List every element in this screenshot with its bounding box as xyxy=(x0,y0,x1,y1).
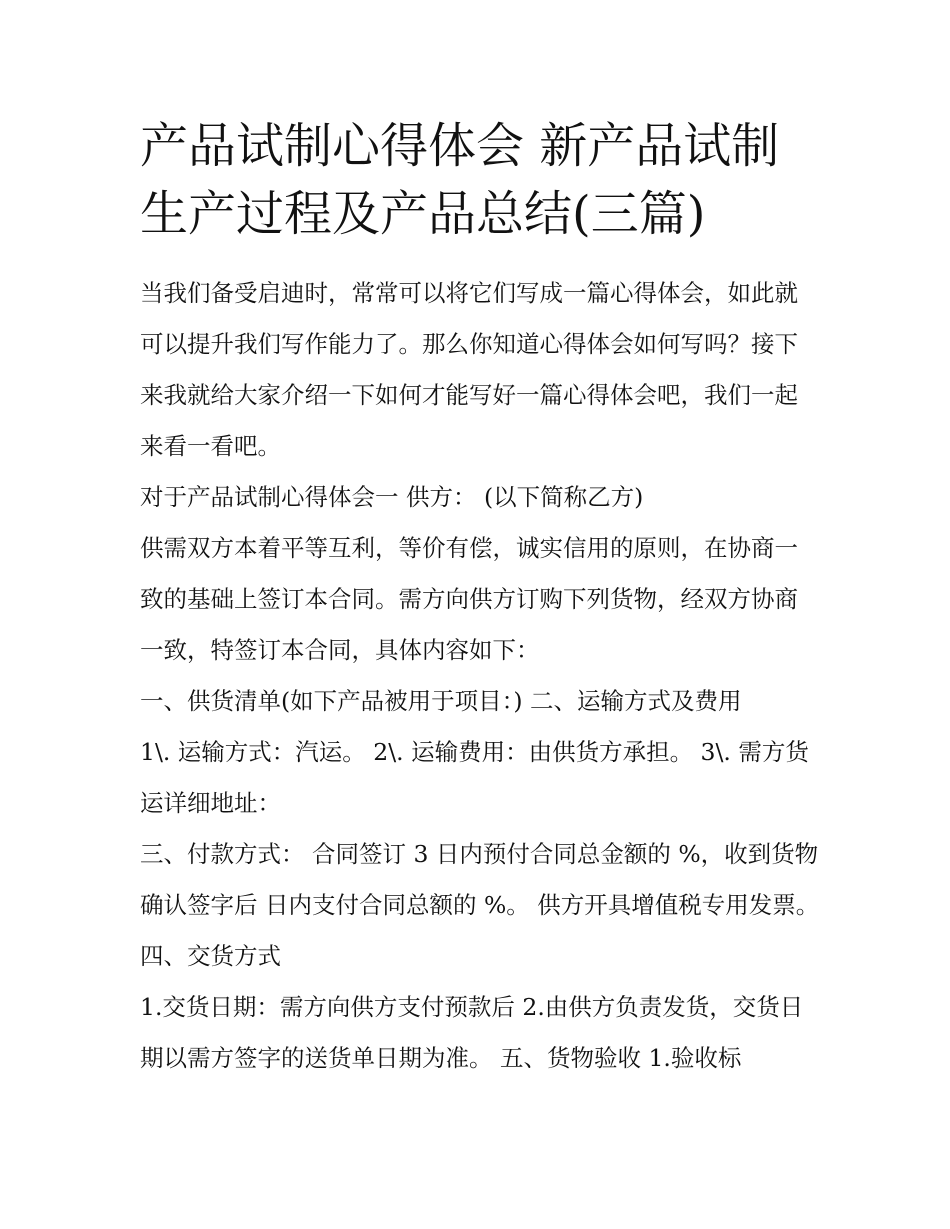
paragraph-intro: 当我们备受启迪时，常常可以将它们写成一篇心得体会，如此就可以提升我们写作能力了。那么你知道心得体会如何写吗？接下来我就给大家介绍一下如何才能写好一篇心得体会吧，我们一起来看一看吧。 xyxy=(140,279,798,460)
paragraph-supply-list: 一、供货清单(如下产品被用于项目：) 二、运输方式及费用 xyxy=(140,687,742,715)
document-content xyxy=(140,112,820,1084)
paragraph-supplier: 对于产品试制心得体会一 供方： (以下简称乙方) xyxy=(140,483,644,511)
paragraph-payment: 三、付款方式： 合同签订 3 日内预付合同总金额的 %，收到货物确认签字后 日内支付合同总额的 %。 供方开具增值税专用发票。 四、交货方式 xyxy=(140,840,820,970)
paragraph-agreement: 供需双方本着平等互利，等价有偿，诚实信用的原则，在协商一致的基础上签订本合同。需方向供方订购下列货物，经双方协商一致，特签订本合同，具体内容如下： xyxy=(140,534,798,664)
document-body xyxy=(140,268,820,1084)
paragraph-transport: 1\. 运输方式：汽运。 2\. 运输费用：由供货方承担。 3\. 需方货运详细地址： xyxy=(140,738,809,817)
document-title: 产品试制心得体会 新产品试制生产过程及产品总结(三篇) xyxy=(140,118,780,242)
paragraph-delivery: 1.交货日期：需方向供方支付预款后 2.由供方负责发货，交货日期以需方签字的送货单日期为准。 五、货物验收 1.验收标 xyxy=(140,993,804,1072)
